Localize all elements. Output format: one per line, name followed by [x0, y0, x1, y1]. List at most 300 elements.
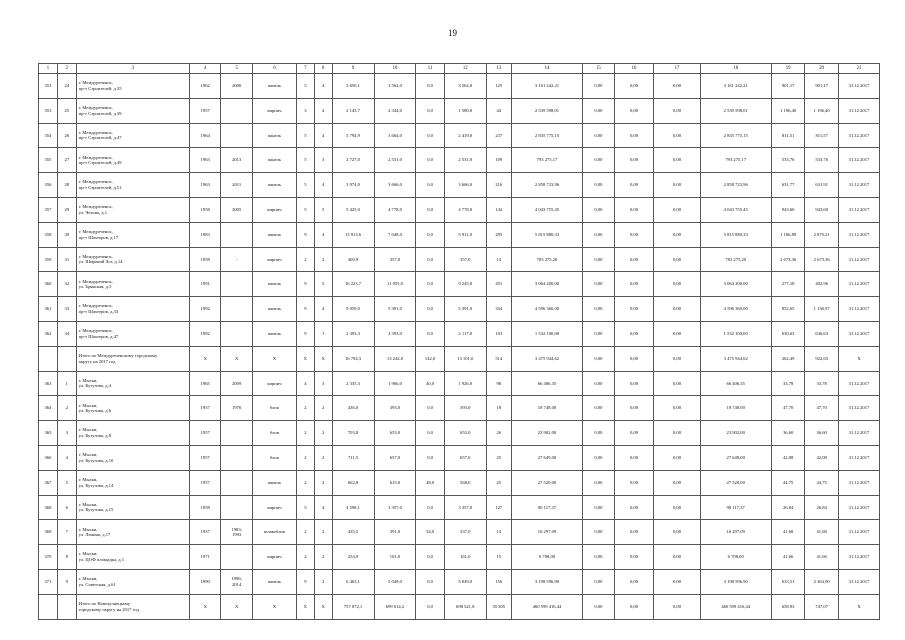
- table-row: [39, 545, 880, 570]
- table-cell: 31.12.2017: [838, 321, 879, 346]
- table-cell: 1990: [190, 569, 221, 594]
- table-cell: 18: [486, 396, 511, 421]
- table-cell: блок: [252, 445, 296, 470]
- table-cell: 2: [314, 445, 332, 470]
- table-cell: 4: [314, 222, 332, 247]
- table-cell: 6 708,00: [511, 545, 582, 570]
- table-cell: 156: [486, 569, 511, 594]
- table-cell: 0,00: [654, 148, 700, 173]
- table-cell: 1983: [190, 222, 221, 247]
- table-cell: 125: [486, 74, 511, 99]
- table-cell: 0,00: [614, 272, 654, 297]
- table-cell: 0,00: [583, 173, 614, 198]
- table-cell: 362: [39, 321, 58, 346]
- table-cell: панель: [252, 321, 296, 346]
- table-cell: 4 596 360,00: [511, 297, 582, 322]
- table-cell: 5 815 880,33: [700, 222, 771, 247]
- table-cell: 5 391,0: [444, 297, 486, 322]
- table-cell: 2: [314, 569, 332, 594]
- table-cell: 371: [39, 569, 58, 594]
- table-cell: 1962: [190, 74, 221, 99]
- table-cell: X: [190, 346, 221, 371]
- table-cell: 0,00: [583, 74, 614, 99]
- table-cell: 0,0: [416, 396, 444, 421]
- table-cell: 25: [486, 470, 511, 495]
- table-row: [39, 148, 880, 173]
- table-cell: 31.12.2017: [838, 123, 879, 148]
- table-cell: 3: [296, 98, 314, 123]
- table-cell: 31.12.2017: [838, 98, 879, 123]
- column-number: 16: [614, 64, 654, 74]
- table-cell: 3 475 944,62: [511, 346, 582, 371]
- table-cell: 0,00: [654, 123, 700, 148]
- table-cell: 631,91: [805, 173, 839, 198]
- table-cell: 27 520,00: [700, 470, 771, 495]
- table-cell: 23 902,00: [700, 421, 771, 446]
- table-cell: 2: [314, 421, 332, 446]
- table-cell: 393,0: [374, 396, 416, 421]
- table-row: [39, 371, 880, 396]
- table-cell: 0,0: [416, 445, 444, 470]
- table-cell: 18 748,00: [700, 396, 771, 421]
- table-cell: 31.12.2017: [838, 445, 879, 470]
- table-cell: 1964: [190, 123, 221, 148]
- table-cell: 0,00: [654, 445, 700, 470]
- table-cell: 15: [486, 545, 511, 570]
- table-cell: 451: [486, 272, 511, 297]
- table-cell: 0,00: [654, 297, 700, 322]
- table-cell: 5: [296, 197, 314, 222]
- table-cell: 9: [296, 321, 314, 346]
- table-row: [39, 396, 880, 421]
- address-cell: г. Междуреченск, пр-т Строителей, д.35: [76, 74, 189, 99]
- table-cell: [221, 495, 252, 520]
- page-number: 19: [448, 28, 457, 38]
- table-cell: 793 275,17: [700, 148, 771, 173]
- table-cell: 31.12.2017: [838, 520, 879, 545]
- address-cell: г. Мыски, ул. Кутузова, д.8: [76, 421, 189, 446]
- table-cell: 0,0: [416, 321, 444, 346]
- table-cell: 0,00: [583, 222, 614, 247]
- table-cell: 3 650,1: [332, 74, 374, 99]
- table-cell: 0,00: [583, 545, 614, 570]
- table-cell: 2: [314, 470, 332, 495]
- table-cell: 852,65: [771, 297, 805, 322]
- table-cell: 4: [57, 445, 76, 470]
- table-cell: 1957: [190, 445, 221, 470]
- table-cell: 0,00: [654, 371, 700, 396]
- table-cell: 9: [296, 569, 314, 594]
- table-cell: 2: [314, 247, 332, 272]
- table-cell: 4 596 360,00: [700, 297, 771, 322]
- table-cell: 33,78: [805, 371, 839, 396]
- table-cell: 1 966,0: [374, 371, 416, 396]
- table-cell: 354: [39, 123, 58, 148]
- table-cell: 5 049,0: [444, 569, 486, 594]
- column-number: 21: [838, 64, 879, 74]
- table-cell: 13 242,0: [374, 346, 416, 371]
- address-cell: Итого по Новокузнецкому городскому округу на 2017 год: [76, 594, 189, 619]
- table-cell: 0,0: [416, 545, 444, 570]
- table-cell: 460 599 416,44: [511, 594, 582, 619]
- table-cell: 353: [39, 98, 58, 123]
- table-cell: 0,0: [416, 98, 444, 123]
- table-cell: 1996; 2014: [221, 569, 252, 594]
- table-cell: 4: [296, 371, 314, 396]
- table-cell: 0,00: [614, 74, 654, 99]
- table-cell: 0,00: [614, 520, 654, 545]
- table-cell: 568,0: [444, 470, 486, 495]
- table-cell: 4: [314, 173, 332, 198]
- table-cell: 357,0: [444, 247, 486, 272]
- table-cell: 783 275,20: [700, 247, 771, 272]
- table-cell: 1958: [190, 197, 221, 222]
- address-cell: г. Мыски, ул. ЦОФ площадка, д.1: [76, 545, 189, 570]
- table-cell: 161,0: [374, 545, 416, 570]
- table-cell: кирпич: [252, 371, 296, 396]
- table-cell: 0,0: [416, 222, 444, 247]
- table-cell: 25: [486, 445, 511, 470]
- table-row: [39, 74, 880, 99]
- table-cell: 2 117,0: [444, 321, 486, 346]
- table-cell: 2 393,0: [374, 321, 416, 346]
- table-cell: 36,60: [771, 421, 805, 446]
- table-cell: 0,00: [614, 445, 654, 470]
- table-cell: 337,0: [444, 520, 486, 545]
- table-cell: 33: [57, 297, 76, 322]
- table-cell: 747,07: [805, 594, 839, 619]
- table-cell: 109: [486, 148, 511, 173]
- column-number: 11: [416, 64, 444, 74]
- table-cell: 42,08: [805, 445, 839, 470]
- table-cell: 0,00: [654, 247, 700, 272]
- table-cell: 1 166,89: [771, 222, 805, 247]
- table-cell: панель: [252, 272, 296, 297]
- table-cell: 66 406,35: [511, 371, 582, 396]
- housing-register-table: [38, 63, 880, 620]
- table-cell: 615,0: [374, 470, 416, 495]
- table-cell: 5 794,9: [332, 123, 374, 148]
- table-row: [39, 98, 880, 123]
- table-cell: 1 532 100,00: [700, 321, 771, 346]
- column-number: 10: [374, 64, 416, 74]
- table-cell: 4: [314, 297, 332, 322]
- table-row: [39, 247, 880, 272]
- table-cell: X: [221, 346, 252, 371]
- table-cell: 31.12.2017: [838, 247, 879, 272]
- table-cell: 0,0: [416, 173, 444, 198]
- table-cell: X: [221, 594, 252, 619]
- table-cell: 0,0: [416, 272, 444, 297]
- address-cell: г. Мыски, ул. Кутузова, д.4: [76, 371, 189, 396]
- table-cell: 31.12.2017: [838, 173, 879, 198]
- table-cell: 0,00: [583, 346, 614, 371]
- table-cell: 901,17: [771, 74, 805, 99]
- total-row: [39, 346, 880, 371]
- table-cell: 2 727,0: [332, 148, 374, 173]
- column-number: 18: [700, 64, 771, 74]
- table-cell: 42,08: [771, 445, 805, 470]
- table-cell: [221, 272, 252, 297]
- address-cell: г. Междуреченск, пр-т Шахтеров, д.33: [76, 297, 189, 322]
- table-cell: X: [296, 594, 314, 619]
- address-cell: г. Мыски, ул. Ленина, д.17: [76, 520, 189, 545]
- table-cell: 0,00: [583, 445, 614, 470]
- table-cell: X: [252, 594, 296, 619]
- table-cell: [221, 421, 252, 446]
- table-cell: 26: [57, 123, 76, 148]
- table-cell: шлакоблок: [252, 520, 296, 545]
- table-cell: 8: [57, 545, 76, 570]
- table-cell: 4: [314, 98, 332, 123]
- table-cell: 3 562,0: [374, 74, 416, 99]
- table-cell: 0,00: [654, 173, 700, 198]
- table-row: [39, 470, 880, 495]
- table-cell: 31.12.2017: [838, 197, 879, 222]
- table-cell: 2: [314, 396, 332, 421]
- table-cell: 90 117,37: [511, 495, 582, 520]
- table-cell: 811,51: [771, 123, 805, 148]
- table-cell: 0,0: [416, 297, 444, 322]
- table-cell: 5 049,0: [374, 569, 416, 594]
- table-cell: 1 196,40: [771, 98, 805, 123]
- table-cell: 0,00: [614, 321, 654, 346]
- table-cell: 1971: [190, 545, 221, 570]
- table-cell: 0,0: [416, 247, 444, 272]
- table-cell: 1976: [221, 396, 252, 421]
- table-cell: 353: [39, 74, 58, 99]
- table-cell: кирпич: [252, 495, 296, 520]
- table-cell: 31.12.2017: [838, 470, 879, 495]
- table-cell: 391,0: [374, 520, 416, 545]
- table-cell: 4 778,0: [444, 197, 486, 222]
- table-cell: 47,70: [805, 396, 839, 421]
- table-row: [39, 321, 880, 346]
- table-cell: -: [221, 247, 252, 272]
- table-cell: 811,57: [805, 123, 839, 148]
- table-cell: 1: [57, 371, 76, 396]
- table-cell: X: [296, 346, 314, 371]
- table-cell: 0,00: [583, 396, 614, 421]
- table-cell: 2 344,0: [374, 98, 416, 123]
- table-cell: 3 664,0: [374, 123, 416, 148]
- table-cell: 435,5: [332, 520, 374, 545]
- table-cell: 0,00: [614, 470, 654, 495]
- table-cell: 103: [486, 321, 511, 346]
- table-cell: 27 520,00: [511, 470, 582, 495]
- table-cell: 0,0: [416, 123, 444, 148]
- table-cell: 0,00: [614, 495, 654, 520]
- table-cell: 0,00: [614, 594, 654, 619]
- table-cell: 356: [39, 173, 58, 198]
- table-cell: 54,0: [416, 520, 444, 545]
- table-cell: 0,00: [614, 371, 654, 396]
- table-cell: 657,0: [444, 445, 486, 470]
- table-cell: 31.12.2017: [838, 222, 879, 247]
- table-cell: 2: [296, 421, 314, 446]
- table-cell: X: [314, 594, 332, 619]
- table-cell: 1 532 100,00: [511, 321, 582, 346]
- table-cell: 3 161 242,21: [511, 74, 582, 99]
- column-number: 3: [76, 64, 189, 74]
- table-cell: 41,68: [805, 520, 839, 545]
- table-cell: 14: [486, 520, 511, 545]
- table-cell: 0,00: [654, 321, 700, 346]
- table-cell: 0,00: [614, 421, 654, 446]
- table-cell: 0,0: [416, 421, 444, 446]
- table-cell: 393,0: [444, 396, 486, 421]
- table-cell: 703,8: [332, 421, 374, 446]
- table-cell: 16 297,09: [511, 520, 582, 545]
- address-cell: г. Междуреченск, ул. Чехова, д.1: [76, 197, 189, 222]
- column-number: 7: [296, 64, 314, 74]
- table-cell: 943,60: [805, 197, 839, 222]
- table-cell: 9: [296, 297, 314, 322]
- table-cell: 1 136,97: [805, 297, 839, 322]
- table-cell: 2 364,90: [805, 569, 839, 594]
- table-cell: 0,00: [614, 98, 654, 123]
- table-cell: 2: [296, 470, 314, 495]
- table-cell: 48,0: [416, 470, 444, 495]
- table-cell: 359: [39, 247, 58, 272]
- table-cell: 2 531,0: [444, 148, 486, 173]
- column-number: 20: [805, 64, 839, 74]
- table-cell: 653,0: [374, 421, 416, 446]
- table-cell: 653,0: [444, 421, 486, 446]
- table-cell: 2 393,3: [332, 321, 374, 346]
- table-row: [39, 197, 880, 222]
- table-cell: 0,00: [654, 197, 700, 222]
- table-cell: 277,18: [771, 272, 805, 297]
- table-cell: 1957: [190, 421, 221, 446]
- table-cell: 29: [57, 197, 76, 222]
- table-cell: кирпич: [252, 197, 296, 222]
- table-cell: 0,00: [614, 123, 654, 148]
- table-cell: 1958: [190, 247, 221, 272]
- table-cell: 26,84: [771, 495, 805, 520]
- table-cell: 0,00: [583, 197, 614, 222]
- column-number: 4: [190, 64, 221, 74]
- table-cell: 5: [296, 173, 314, 198]
- table-cell: 2 875,21: [805, 222, 839, 247]
- table-cell: 2 143,7: [332, 98, 374, 123]
- table-cell: [221, 297, 252, 322]
- table-cell: 1963: [190, 173, 221, 198]
- table-row: [39, 495, 880, 520]
- table-cell: 3 562,0: [444, 74, 486, 99]
- table-cell: 370: [39, 545, 58, 570]
- table-cell: панель: [252, 148, 296, 173]
- table-cell: 5 391,0: [374, 297, 416, 322]
- table-cell: 2 539 598,01: [700, 98, 771, 123]
- table-cell: 0,00: [583, 470, 614, 495]
- table-cell: 1 926,0: [444, 371, 486, 396]
- address-cell: г. Междуреченск, пр-т Строителей, д.49: [76, 148, 189, 173]
- table-cell: 400,9: [332, 247, 374, 272]
- table-cell: панель: [252, 222, 296, 247]
- table-row: [39, 421, 880, 446]
- table-cell: 2 335,3: [332, 371, 374, 396]
- table-cell: [57, 594, 76, 619]
- table-cell: 3: [57, 421, 76, 446]
- table-cell: 0,00: [614, 396, 654, 421]
- table-cell: 0,00: [583, 520, 614, 545]
- table-cell: 31.12.2017: [838, 569, 879, 594]
- table-cell: 5: [296, 74, 314, 99]
- table-cell: 31.12.2017: [838, 272, 879, 297]
- table-cell: [39, 594, 58, 619]
- table-cell: 47,70: [771, 396, 805, 421]
- column-number: 6: [252, 64, 296, 74]
- table-cell: 2: [296, 545, 314, 570]
- table-cell: панель: [252, 173, 296, 198]
- table-cell: 9 245,0: [444, 272, 486, 297]
- table-row: [39, 569, 880, 594]
- table-cell: 5: [314, 272, 332, 297]
- table-cell: 18 748,00: [511, 396, 582, 421]
- table-cell: 31.12.2017: [838, 74, 879, 99]
- address-cell: г. Междуреченск, ул. Широкий Лог, д.14: [76, 247, 189, 272]
- table-cell: 3 064 200,00: [700, 272, 771, 297]
- table-cell: [39, 346, 58, 371]
- table-cell: 0,00: [654, 346, 700, 371]
- table-cell: 363: [39, 371, 58, 396]
- table-cell: 636,63: [805, 321, 839, 346]
- table-cell: 3 198 596,90: [700, 569, 771, 594]
- table-cell: 2009: [221, 371, 252, 396]
- table-cell: 0,00: [614, 569, 654, 594]
- table-cell: 142,0: [416, 346, 444, 371]
- table-cell: 0,00: [614, 173, 654, 198]
- table-cell: 757 072,1: [332, 594, 374, 619]
- table-cell: 31.12.2017: [838, 421, 879, 446]
- table-cell: 44,75: [771, 470, 805, 495]
- address-cell: г. Мыски, ул. Кутузова, д.10: [76, 445, 189, 470]
- column-number-row: [39, 64, 880, 74]
- table-cell: 9: [296, 222, 314, 247]
- table-row: [39, 123, 880, 148]
- table-cell: 783 275,20: [511, 247, 582, 272]
- table-cell: кирпич: [252, 545, 296, 570]
- table-cell: 31.12.2017: [838, 396, 879, 421]
- table-cell: 0,00: [614, 346, 654, 371]
- table-cell: 355: [39, 148, 58, 173]
- table-cell: [221, 321, 252, 346]
- table-cell: 0,0: [416, 594, 444, 619]
- table-cell: 0,00: [614, 297, 654, 322]
- total-row: [39, 594, 880, 619]
- table-cell: панель: [252, 297, 296, 322]
- table-cell: 5: [57, 470, 76, 495]
- table-cell: 26: [486, 421, 511, 446]
- table-cell: 0,00: [614, 222, 654, 247]
- table-cell: 262,49: [771, 346, 805, 371]
- address-cell: Итого по Междуреченскому городскому округу на 2017 год: [76, 346, 189, 371]
- column-number: 1: [39, 64, 58, 74]
- column-number: 19: [771, 64, 805, 74]
- table-cell: 2: [296, 247, 314, 272]
- table-cell: 0,00: [654, 421, 700, 446]
- address-cell: г. Междуреченск, пр-т Строителей, д.51: [76, 173, 189, 198]
- table-cell: блок: [252, 421, 296, 446]
- table-cell: 1963: [190, 148, 221, 173]
- table-cell: 27 649,00: [700, 445, 771, 470]
- table-cell: 402,96: [805, 272, 839, 297]
- table-cell: 2 673,36: [805, 247, 839, 272]
- table-cell: 633,51: [771, 569, 805, 594]
- table-cell: 1992: [190, 321, 221, 346]
- table-cell: 5 425,0: [332, 197, 374, 222]
